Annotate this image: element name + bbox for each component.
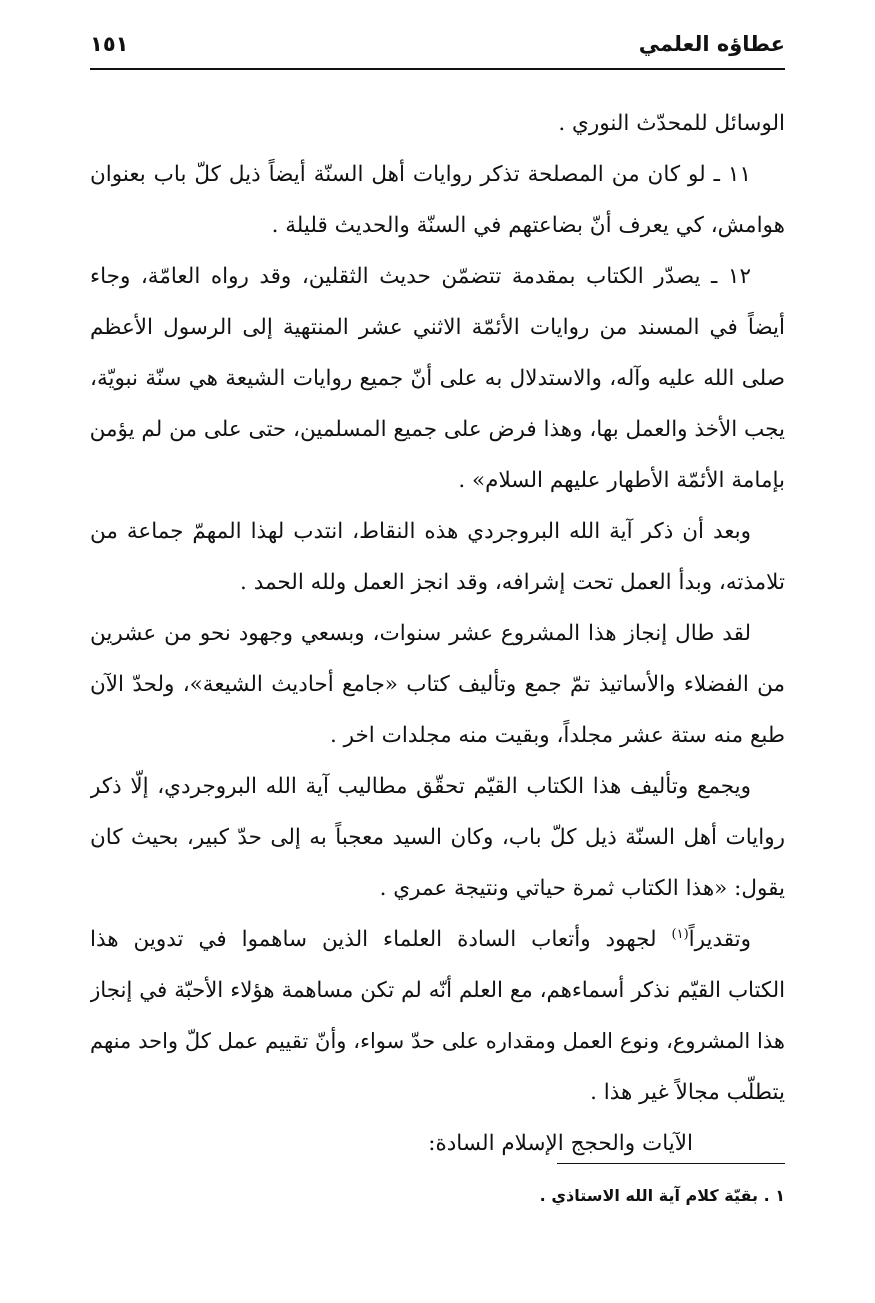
text-line-14: ويجمع وتأليف هذا الكتاب القيّم تحقّق مطاليب آية الله البروجردي، إلّا ذكر xyxy=(90,774,751,799)
text-line-10: تلامذته، وبدأ العمل تحت إشرافه، وقد انجز العمل ولله الحمد . xyxy=(240,570,785,595)
text-line-11: لقد طال إنجاز هذا المشروع عشر سنوات، وبسعي وجهود نحو من عشرين xyxy=(90,621,751,646)
text-line-2: ١١ ـ لو كان من المصلحة تذكر روايات أهل السنّة أيضاً ذيل كلّ باب بعنوان xyxy=(90,162,751,187)
header-divider xyxy=(90,68,785,70)
running-title: عطاؤه العلمي xyxy=(638,32,785,56)
text-line-12: من الفضلاء والأساتيذ تمّ جمع وتأليف كتاب «جامع أحاديث الشيعة»، ولحدّ الآن xyxy=(90,672,785,697)
text-line-7: يجب الأخذ والعمل بها، وهذا فرض على جميع المسلمين، حتى على من لم يؤمن xyxy=(90,417,785,442)
text-line-17-start: وتقديراً xyxy=(688,927,751,952)
text-line-8: بإمامة الأئمّة الأطهار عليهم السلام» . xyxy=(458,468,785,493)
text-line-13: طبع منه ستة عشر مجلداً، وبقيت منه مجلدات اخر . xyxy=(329,723,785,748)
text-line-3: هوامش، كي يعرف أنّ بضاعتهم في السنّة والحديث قليلة . xyxy=(271,213,785,238)
text-line-20: يتطلّب مجالاً غير هذا . xyxy=(590,1080,785,1105)
page-header xyxy=(90,28,785,68)
footnote-divider xyxy=(557,1163,785,1164)
text-line-19: هذا المشروع، ونوع العمل ومقداره على حدّ سواء، وأنّ تقييم عمل كلّ واحد منهم xyxy=(90,1029,785,1053)
text-line-5: أيضاً في المسند من روايات الأئمّة الاثني عشر المنتهية إلى الرسول الأعظم xyxy=(90,315,785,340)
page-number: ١٥١ xyxy=(90,32,129,56)
text-line-21: الآيات والحجج الإسلام السادة: xyxy=(428,1131,693,1156)
text-line-17-rest: لجهود وأتعاب السادة العلماء الذين ساهموا في تدوين هذا xyxy=(90,927,672,952)
body-text xyxy=(90,98,785,1169)
text-line-18: الكتاب القيّم نذكر أسماءهم، مع العلم أنّه لم تكن مساهمة هؤلاء الأحبّة في إنجاز xyxy=(90,978,785,1003)
text-line-17 xyxy=(90,914,785,965)
text-line-9: وبعد أن ذكر آية الله البروجردي هذه النقاط، انتدب لهذا المهمّ جماعة من xyxy=(90,519,751,544)
text-line-1: الوسائل للمحدّث النوري . xyxy=(558,111,785,136)
text-line-15: روايات أهل السنّة ذيل كلّ باب، وكان السيد معجباً به إلى حدّ كبير، بحيث كان xyxy=(90,825,785,850)
footnote: ١ . بقيّة كلام آية الله الاستاذي . xyxy=(539,1186,785,1205)
text-line-6: صلى الله عليه وآله، والاستدلال به على أنّ جميع روايات الشيعة هي سنّة نبويّة، xyxy=(90,366,785,391)
text-line-16: يقول: «هذا الكتاب ثمرة حياتي ونتيجة عمري . xyxy=(379,876,785,901)
footnote-marker: (١) xyxy=(671,926,689,942)
text-line-4: ١٢ ـ يصدّر الكتاب بمقدمة تتضمّن حديث الثقلين، وقد رواه العامّة، وجاء xyxy=(90,264,751,289)
